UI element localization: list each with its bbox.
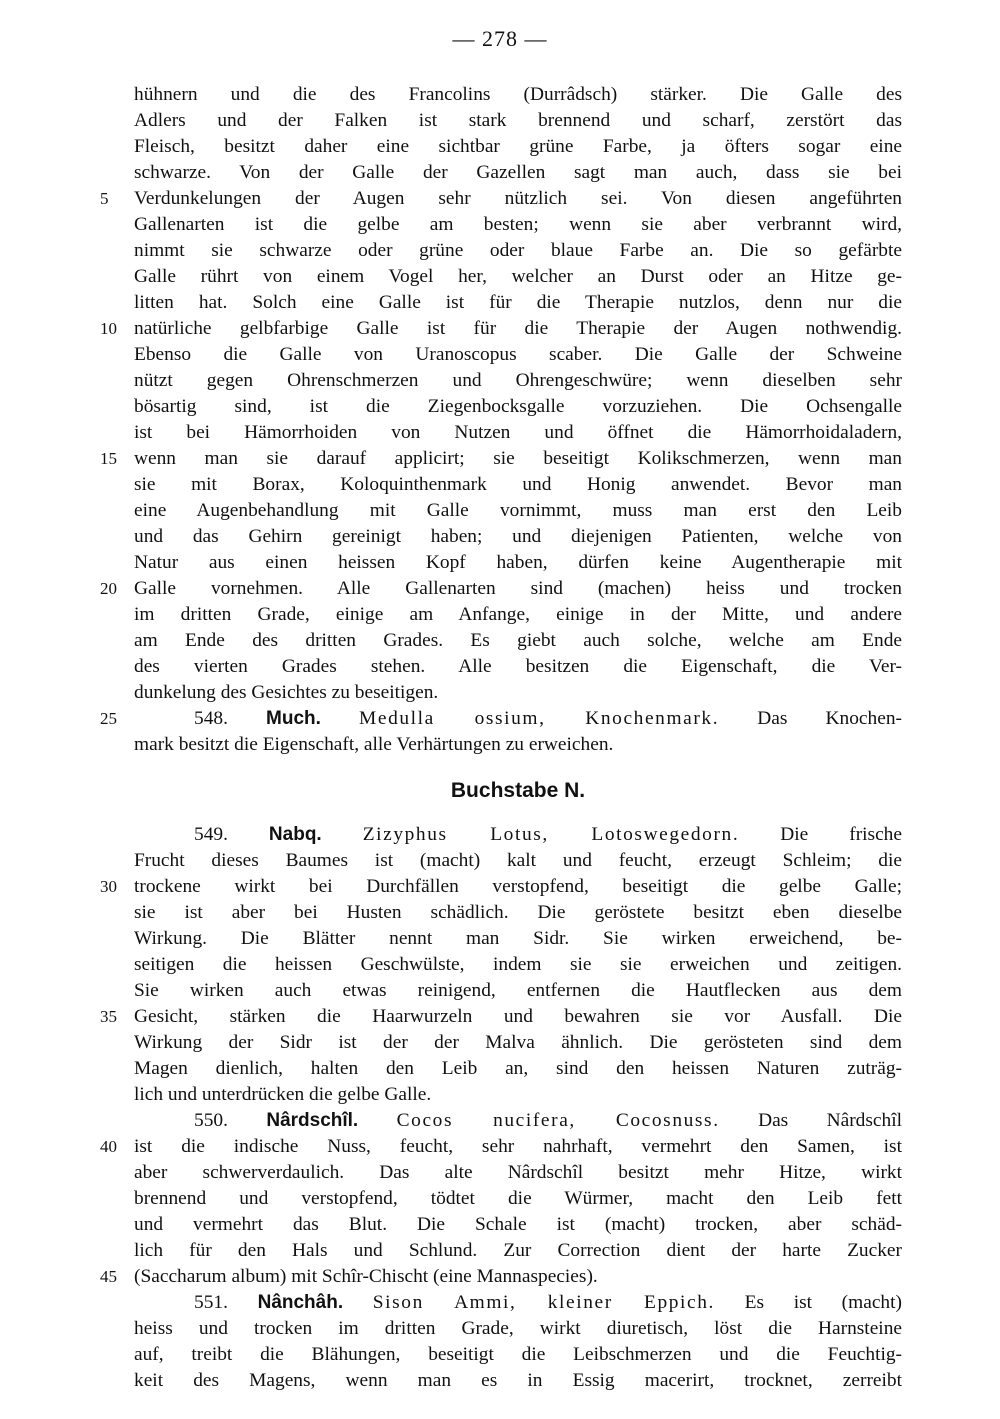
entry-number: 550.	[194, 1110, 228, 1131]
text-line: und das Gehirn gereinigt haben; und diejenigen Patienten, welche von	[134, 526, 902, 547]
text-line: Fleisch, besitzt daher eine sichtbar grüne Farbe, ja öfters sogar eine	[134, 136, 902, 157]
entry-term: Nârdschîl.	[266, 1110, 359, 1131]
text-line: lich und unterdrücken die gelbe Galle.	[134, 1084, 432, 1105]
text-line: Gallenarten ist die gelbe am besten; wenn sie aber verbrannt wird,	[134, 214, 902, 235]
entry-latin-name: Sison Ammi, kleiner Eppich.	[372, 1292, 715, 1313]
line-text: (Saccharum album) mit Schîr-Chischt (eine Mannaspecies).	[134, 1266, 598, 1287]
entry-latin-name: Zizyphus Lotus, Lotoswegedorn.	[362, 824, 740, 845]
entry-551	[134, 1290, 902, 1394]
text-line: am Ende des dritten Grades. Es giebt auch solche, welche am Ende	[134, 630, 902, 651]
body-text	[100, 82, 902, 1394]
line-number: 45	[100, 1267, 117, 1286]
line-number: 20	[100, 579, 117, 598]
text-line: und vermehrt das Blut. Die Schale ist (macht) trocken, aber schäd-	[134, 1214, 902, 1235]
text-line	[100, 316, 902, 342]
text-line: dunkelung des Gesichtes zu beseitigen.	[134, 682, 439, 703]
entry-550	[100, 1108, 902, 1290]
text-line: seitigen die heissen Geschwülste, indem sie sie erweichen und zeitigen.	[134, 954, 902, 975]
text-line: mark besitzt die Eigenschaft, alle Verhärtungen zu erweichen.	[134, 734, 614, 755]
entry-first-line	[100, 706, 902, 732]
text-line: Frucht dieses Baumes ist (macht) kalt und feucht, erzeugt Schleim; die	[134, 850, 902, 871]
text-line: ist bei Hämorrhoiden von Nutzen und öffnet die Hämorrhoidaladern,	[134, 422, 902, 443]
text-line: eine Augenbehandlung mit Galle vornimmt, muss man erst den Leib	[134, 500, 902, 521]
text-line: Galle rührt von einem Vogel her, welcher an Durst oder an Hitze ge-	[134, 266, 902, 287]
text-line: sie ist aber bei Husten schädlich. Die geröstete besitzt eben dieselbe	[134, 902, 902, 923]
text-line: aber schwerverdaulich. Das alte Nârdschîl besitzt mehr Hitze, wirkt	[134, 1162, 902, 1183]
text-line: keit des Magens, wenn man es in Essig macerirt, trocknet, zerreibt	[134, 1370, 902, 1391]
page-number: — 278 —	[452, 26, 548, 51]
text-line: auf, treibt die Blähungen, beseitigt die Leibschmerzen und die Feuchtig-	[134, 1344, 902, 1365]
line-number: 35	[100, 1007, 117, 1026]
text-line: im dritten Grade, einige am Anfange, einige in der Mitte, und andere	[134, 604, 902, 625]
text-line	[100, 576, 902, 602]
section-heading: Buchstabe N.	[450, 779, 586, 802]
line-number: 30	[100, 877, 117, 896]
line-text: ist die indische Nuss, feucht, sehr nahrhaft, vermehrt den Samen, ist	[134, 1136, 902, 1157]
line-text: natürliche gelbfarbige Galle ist für die Therapie der Augen nothwendig.	[134, 318, 902, 339]
entry-first-line	[134, 1108, 902, 1134]
entry-number: 549.	[194, 824, 228, 845]
line-number: 25	[100, 709, 117, 728]
entry-548	[100, 706, 902, 758]
entry-latin-name: Cocos nucifera, Cocosnuss.	[396, 1110, 720, 1131]
entry-latin-name: Medulla ossium, Knochenmark.	[359, 708, 720, 729]
text-line	[100, 1004, 902, 1030]
line-number: 40	[100, 1137, 117, 1156]
text-line: Adlers und der Falken ist stark brennend und scharf, zerstört das	[134, 110, 902, 131]
entry-text: Die frische	[780, 824, 902, 845]
text-line: brennend und verstopfend, tödtet die Würmer, macht den Leib fett	[134, 1188, 902, 1209]
text-line: schwarze. Von der Galle der Gazellen sagt man auch, dass sie bei	[134, 162, 902, 183]
text-line: Magen dienlich, halten den Leib an, sind den heissen Naturen zuträg-	[134, 1058, 902, 1079]
text-line: Ebenso die Galle von Uranoscopus scaber. Die Galle der Schweine	[134, 344, 902, 365]
line-text: Verdunkelungen der Augen sehr nützlich sei. Von diesen angeführten	[134, 188, 902, 209]
text-line	[100, 186, 902, 212]
entry-term: Nabq.	[268, 824, 322, 845]
entry-term: Nânchâh.	[257, 1292, 344, 1313]
entry-number: 551.	[194, 1292, 228, 1313]
line-number: 15	[100, 449, 117, 468]
text-line: nützt gegen Ohrenschmerzen und Ohrengeschwüre; wenn dieselben sehr	[134, 370, 902, 391]
line-number: 5	[100, 189, 109, 208]
entry-first-line	[134, 1290, 902, 1316]
text-line: Natur aus einen heissen Kopf haben, dürfen keine Augentherapie mit	[134, 552, 902, 573]
line-text: trockene wirkt bei Durchfällen verstopfend, beseitigt die gelbe Galle;	[134, 876, 902, 897]
entry-first-line	[134, 822, 902, 848]
text-line: nimmt sie schwarze oder grüne oder blaue Farbe an. Die so gefärbte	[134, 240, 902, 261]
text-line: heiss und trocken im dritten Grade, wirkt diuretisch, löst die Harnsteine	[134, 1318, 902, 1339]
text-line: des vierten Grades stehen. Alle besitzen die Eigenschaft, die Ver-	[134, 656, 902, 677]
text-line: litten hat. Solch eine Galle ist für die Therapie nutzlos, denn nur die	[134, 292, 902, 313]
line-text: Galle vornehmen. Alle Gallenarten sind (machen) heiss und trocken	[134, 578, 902, 599]
text-line: Sie wirken auch etwas reinigend, entfernen die Hautflecken aus dem	[134, 980, 902, 1001]
text-line	[100, 1134, 902, 1160]
text-line: lich für den Hals und Schlund. Zur Correction dient der harte Zucker	[134, 1240, 902, 1261]
text-line: Wirkung der Sidr ist der der Malva ähnlich. Die gerösteten sind dem	[134, 1032, 902, 1053]
text-line: Wirkung. Die Blätter nennt man Sidr. Sie wirken erweichend, be-	[134, 928, 902, 949]
entry-text: Es ist (macht)	[744, 1292, 902, 1313]
paragraph-galle	[100, 82, 902, 706]
entry-text: Das Knochen-	[757, 708, 902, 729]
entry-term: Much.	[266, 708, 321, 729]
text-line	[100, 446, 902, 472]
text-line	[100, 1264, 902, 1290]
entry-549	[100, 822, 902, 1108]
entry-text: Das Nârdschîl	[758, 1110, 902, 1131]
line-number: 10	[100, 319, 117, 338]
entry-number: 548.	[194, 708, 228, 729]
text-line	[100, 874, 902, 900]
line-text: Gesicht, stärken die Haarwurzeln und bewahren sie vor Ausfall. Die	[134, 1006, 902, 1027]
line-text: wenn man sie darauf applicirt; sie beseitigt Kolikschmerzen, wenn man	[134, 448, 902, 469]
text-line: bösartig sind, ist die Ziegenbocksgalle vorzuziehen. Die Ochsengalle	[134, 396, 902, 417]
text-line: sie mit Borax, Koloquinthenmark und Honig anwendet. Bevor man	[134, 474, 902, 495]
text-line: hühnern und die des Francolins (Durrâdsch) stärker. Die Galle des	[134, 84, 902, 105]
